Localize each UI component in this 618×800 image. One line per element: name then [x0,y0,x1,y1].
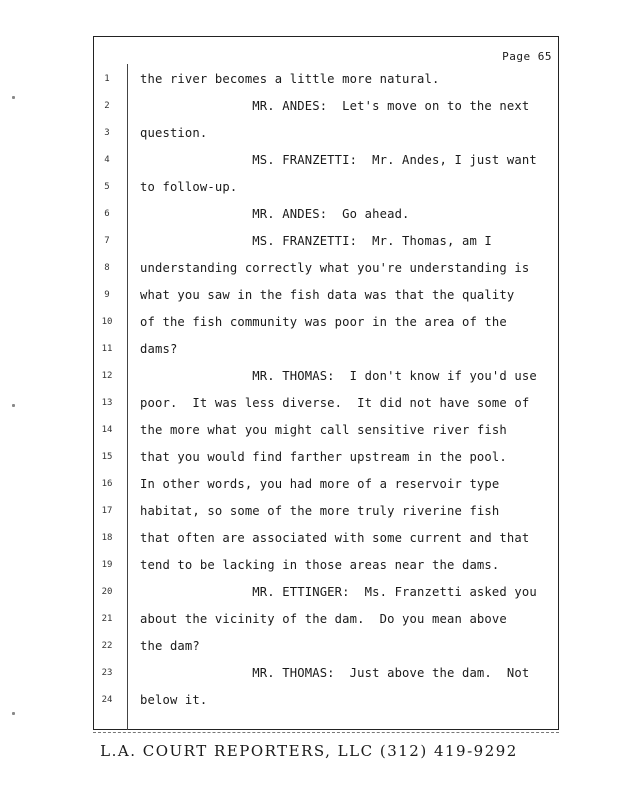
transcript-line [0,422,618,438]
line-text: to follow-up. [140,180,238,194]
transcript-line [0,611,618,627]
line-number: 11 [101,344,113,354]
line-number: 4 [104,155,110,165]
line-number: 23 [101,668,113,678]
line-number: 21 [101,614,113,624]
line-number: 8 [104,263,110,273]
line-number: 12 [101,371,113,381]
transcript-line [0,341,618,357]
transcript-line [0,530,618,546]
line-number: 7 [104,236,110,246]
transcript-line [0,260,618,276]
transcript-line [0,314,618,330]
line-text: MS. FRANZETTI: Mr. Thomas, am I [140,234,492,248]
line-number: 14 [101,425,113,435]
line-text: dams? [140,342,178,356]
line-text: MR. THOMAS: I don't know if you'd use [140,369,537,383]
scan-edge-mark [12,404,15,407]
line-number: 13 [101,398,113,408]
transcript-line [0,206,618,222]
line-text: that often are associated with some current and that [140,531,530,545]
line-number: 6 [104,209,110,219]
line-number: 15 [101,452,113,462]
line-text: MR. THOMAS: Just above the dam. Not [140,666,530,680]
transcript-line [0,368,618,384]
line-number: 24 [101,695,113,705]
transcript-line [0,692,618,708]
transcript-line [0,638,618,654]
line-number: 20 [101,587,113,597]
line-text: MR. ETTINGER: Ms. Franzetti asked you [140,585,537,599]
line-number: 1 [104,74,110,84]
court-reporter-footer: L.A. COURT REPORTERS, LLC (312) 419-9292 [100,742,518,760]
line-text: In other words, you had more of a reservoir type [140,477,500,491]
footer-divider [93,732,559,735]
line-text: what you saw in the fish data was that the quality [140,288,515,302]
line-text: habitat, so some of the more truly riverine fish [140,504,500,518]
line-number: 5 [104,182,110,192]
line-number: 22 [101,641,113,651]
transcript-line [0,449,618,465]
line-number: 18 [101,533,113,543]
line-number: 10 [101,317,113,327]
transcript-line [0,71,618,87]
line-text: below it. [140,693,208,707]
transcript-line [0,557,618,573]
line-text: the more what you might call sensitive river fish [140,423,507,437]
line-text: the dam? [140,639,200,653]
line-text: of the fish community was poor in the area of the [140,315,507,329]
line-number: 16 [101,479,113,489]
transcript-line [0,233,618,249]
line-text: question. [140,126,208,140]
scan-edge-mark [12,712,15,715]
transcript-line [0,395,618,411]
line-number: 19 [101,560,113,570]
page-number: Page 65 [502,50,552,63]
transcript-line [0,584,618,600]
transcript-line [0,125,618,141]
transcript-line [0,503,618,519]
transcript-line [0,287,618,303]
transcript-line [0,665,618,681]
line-number: 2 [104,101,110,111]
transcript-line [0,98,618,114]
line-text: tend to be lacking in those areas near the dams. [140,558,500,572]
line-text: poor. It was less diverse. It did not have some of [140,396,530,410]
line-text: MS. FRANZETTI: Mr. Andes, I just want [140,153,537,167]
line-number: 17 [101,506,113,516]
transcript-line [0,476,618,492]
line-text: MR. ANDES: Go ahead. [140,207,410,221]
line-text: the river becomes a little more natural. [140,72,440,86]
line-text: about the vicinity of the dam. Do you mean above [140,612,507,626]
line-number: 9 [104,290,110,300]
line-text: that you would find farther upstream in the pool. [140,450,507,464]
line-text: MR. ANDES: Let's move on to the next [140,99,530,113]
line-text: understanding correctly what you're understanding is [140,261,530,275]
line-number: 3 [104,128,110,138]
transcript-line [0,179,618,195]
scan-edge-mark [12,96,15,99]
transcript-line [0,152,618,168]
